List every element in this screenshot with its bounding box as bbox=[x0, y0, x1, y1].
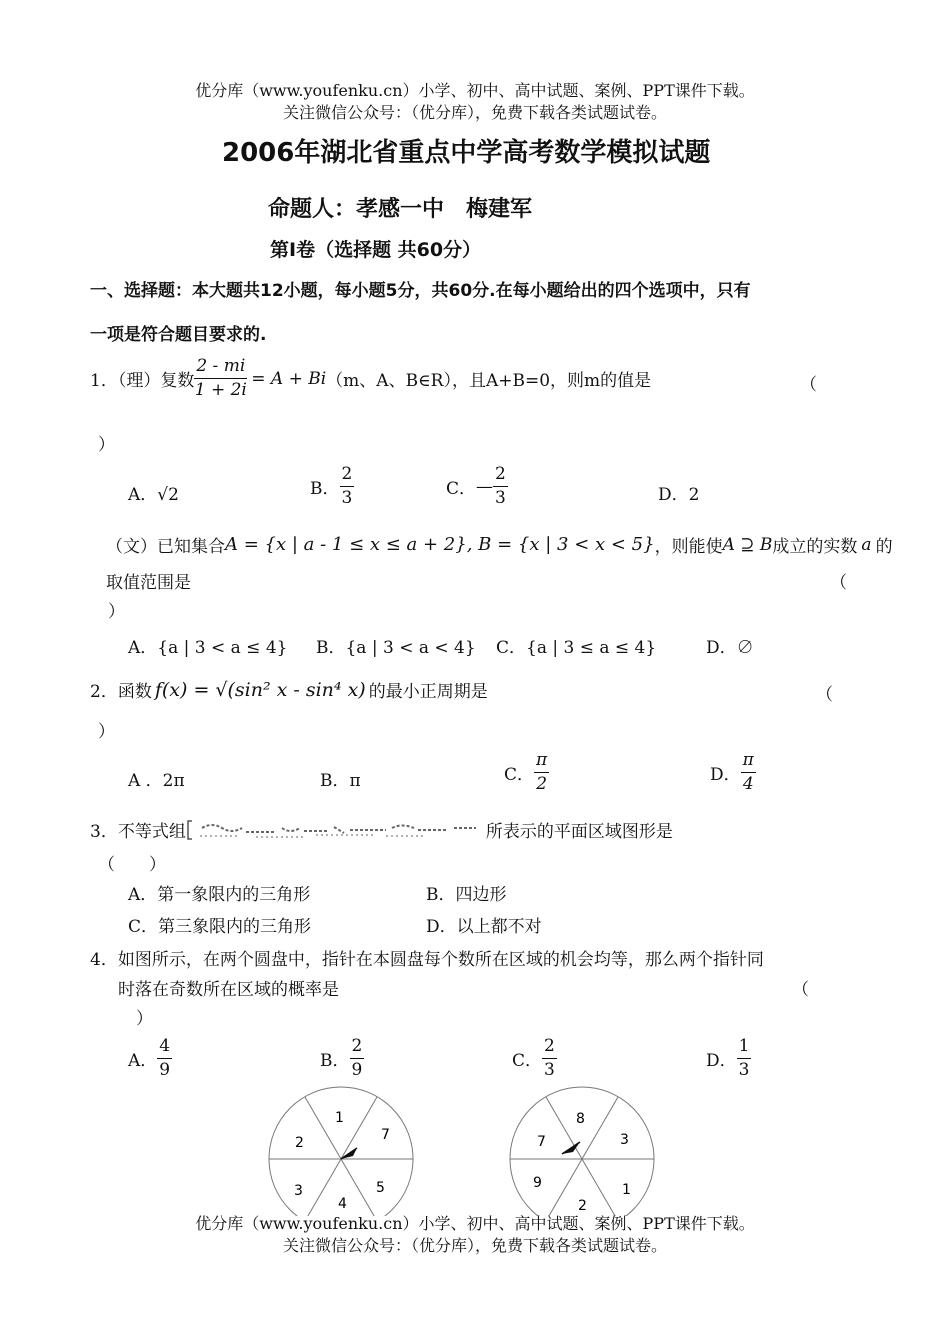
q1-wen-set-b: , B = {x | 3 < x < 5} bbox=[466, 534, 655, 555]
q2-option-d-den: 4 bbox=[742, 774, 754, 794]
q2-paren-close: ） bbox=[98, 722, 115, 742]
question-4-line-1: 4．如图所示，在两个圆盘中，指针在本圆盘每个数所在区域的机会均等，那么两个指针同 bbox=[90, 950, 764, 970]
q1-wen-text-c: 成立的实数 bbox=[772, 537, 858, 557]
question-4-line-2: 时落在奇数所在区域的概率是 bbox=[118, 980, 339, 1000]
q1-wen-a: a bbox=[861, 534, 872, 555]
q4-option-a bbox=[128, 1038, 172, 1079]
q4-paren-open: （ bbox=[792, 980, 809, 1000]
q1-option-a-value: √2 bbox=[157, 485, 179, 505]
question-2-stem bbox=[90, 677, 488, 702]
page-title: 2006年湖北省重点中学高考数学模拟试题 bbox=[222, 138, 711, 168]
spinner-disk-2 bbox=[504, 1086, 664, 1216]
q1-paren-open: （ bbox=[800, 375, 817, 395]
spinner-disk-1 bbox=[262, 1086, 422, 1216]
q4-option-d bbox=[706, 1038, 751, 1079]
footer-line-2: 关注微信公众号：（优分库），免费下载各类试题试卷。 bbox=[282, 1236, 667, 1255]
header-line-1: 优分库（www.youfenku.cn）小学、初中、高中试题、案例、PPT课件下载。 bbox=[195, 81, 755, 100]
disk-1-label: 7 bbox=[381, 1127, 390, 1143]
disk-2-label: 9 bbox=[533, 1175, 542, 1191]
q2-prefix: 2．函数 bbox=[90, 682, 152, 702]
q4-option-c-label: C． bbox=[512, 1051, 543, 1071]
q2-option-d-num: π bbox=[741, 752, 756, 773]
q1-option-a-label: A． bbox=[128, 485, 158, 505]
q1-option-d: D．2 bbox=[658, 485, 700, 505]
q4-option-a-den: 9 bbox=[159, 1060, 171, 1080]
q1-option-c bbox=[446, 466, 508, 507]
header-line-2: 关注微信公众号：（优分库），免费下载各类试题试卷。 bbox=[282, 103, 667, 122]
q1-wen-paren-open: （ bbox=[830, 573, 847, 593]
q2-option-c bbox=[504, 752, 549, 793]
author-line: 命题人：孝感一中 梅建军 bbox=[268, 197, 533, 222]
q1-option-b bbox=[310, 466, 354, 507]
q1-wen-option-d: D．∅ bbox=[706, 638, 754, 658]
section-intro-line-1: 一、选择题：本大题共12小题，每小题5分，共60分.在每小题给出的四个选项中，只有 bbox=[90, 281, 751, 301]
q3-paren: （ ） bbox=[98, 855, 166, 875]
disk-2-label: 8 bbox=[576, 1111, 585, 1127]
disk-1-label: 1 bbox=[335, 1110, 344, 1126]
q1-fraction-numerator: 2 - mi bbox=[194, 358, 247, 379]
q1-wen-text-a: （文）已知集合 bbox=[106, 537, 225, 557]
q3-option-a: A．第一象限内的三角形 bbox=[128, 885, 311, 905]
disk-2-label: 1 bbox=[622, 1182, 631, 1198]
q3-inequality-image bbox=[186, 818, 486, 842]
q3-prefix: 3．不等式组 bbox=[90, 822, 186, 842]
q2-function: f(x) = √(sin² x - sin⁴ x) bbox=[154, 678, 366, 701]
q1-option-b-label: B． bbox=[310, 479, 340, 499]
disk-1-label: 4 bbox=[338, 1196, 347, 1212]
q4-option-a-num: 4 bbox=[157, 1038, 172, 1059]
volume-heading: 第Ⅰ卷（选择题 共60分） bbox=[270, 239, 482, 261]
q1-option-c-num: 2 bbox=[493, 466, 508, 487]
q2-option-c-num: π bbox=[534, 752, 549, 773]
q1-option-c-label: C． bbox=[446, 479, 477, 499]
q2-option-c-den: 2 bbox=[536, 774, 548, 794]
q2-option-a: A ．2π bbox=[128, 771, 185, 791]
q4-option-b-den: 9 bbox=[351, 1060, 363, 1080]
q1-option-c-den: 3 bbox=[495, 488, 506, 508]
q4-option-c bbox=[512, 1038, 557, 1079]
q1-option-a bbox=[128, 480, 179, 505]
q1-wen-line-2: 取值范围是 bbox=[106, 573, 191, 593]
section-intro-line-2: 一项是符合题目要求的. bbox=[90, 325, 267, 345]
q1-wen-stem bbox=[106, 532, 893, 557]
q4-option-a-label: A． bbox=[128, 1051, 158, 1071]
q4-option-c-num: 2 bbox=[542, 1038, 557, 1059]
q1-wen-option-a: A．{a | 3 < a ≤ 4} bbox=[128, 638, 288, 658]
q1-wen-text-b: ，则能使 bbox=[654, 537, 723, 557]
q1-wen-text-d: 的 bbox=[875, 537, 893, 557]
q4-option-d-label: D． bbox=[706, 1051, 737, 1071]
q1-wen-relation: A ⊇ B bbox=[722, 534, 773, 555]
disk-1-label: 5 bbox=[376, 1180, 385, 1196]
q4-option-b-label: B． bbox=[320, 1051, 350, 1071]
q2-option-b: B．π bbox=[320, 771, 361, 791]
q1-fraction-denominator: 1 + 2i bbox=[194, 380, 247, 400]
q2-paren-open: （ bbox=[816, 685, 833, 705]
q1-option-b-den: 3 bbox=[341, 488, 353, 508]
q3-option-b: B．四边形 bbox=[426, 885, 507, 905]
q2-option-c-label: C． bbox=[504, 765, 535, 785]
q4-option-b bbox=[320, 1038, 364, 1079]
q4-option-c-den: 3 bbox=[544, 1060, 555, 1080]
question-1-stem bbox=[90, 358, 651, 399]
q4-option-b-num: 2 bbox=[350, 1038, 365, 1059]
q4-option-d-den: 3 bbox=[738, 1060, 750, 1080]
q3-option-d: D．以上都不对 bbox=[426, 917, 542, 937]
q1-wen-paren-close: ） bbox=[108, 602, 125, 622]
q4-option-d-num: 1 bbox=[737, 1038, 752, 1059]
footer-line-1: 优分库（www.youfenku.cn）小学、初中、高中试题、案例、PPT课件下载。 bbox=[195, 1214, 755, 1233]
question-3-stem bbox=[90, 817, 673, 842]
q1-option-c-sign: — bbox=[476, 476, 494, 497]
q2-option-d-label: D． bbox=[710, 765, 741, 785]
q1-fraction bbox=[194, 358, 247, 399]
disk-2-label: 3 bbox=[620, 1132, 629, 1148]
q1-suffix: （m、A、B∈R），且A+B=0，则m的值是 bbox=[326, 371, 652, 391]
q1-expression: = A + Bi bbox=[251, 368, 327, 389]
q3-option-c: C．第三象限内的三角形 bbox=[128, 917, 312, 937]
q4-paren-close: ） bbox=[136, 1009, 153, 1029]
q1-option-b-num: 2 bbox=[340, 466, 355, 487]
q3-suffix: 所表示的平面区域图形是 bbox=[485, 822, 673, 842]
disk-1-label: 3 bbox=[294, 1183, 303, 1199]
disk-2-label: 7 bbox=[537, 1134, 546, 1150]
q1-paren-close: ） bbox=[98, 435, 115, 455]
q1-prefix: 1．（理）复数 bbox=[90, 371, 195, 391]
q1-wen-option-b: B．{a | 3 < a < 4} bbox=[316, 638, 476, 658]
disk-2-label: 2 bbox=[578, 1198, 587, 1214]
q2-suffix: 的最小正周期是 bbox=[368, 682, 488, 702]
q2-option-d bbox=[710, 752, 756, 793]
q1-wen-option-c: C．{a | 3 ≤ a ≤ 4} bbox=[496, 638, 657, 658]
q1-wen-set-a: A = {x | a - 1 ≤ x ≤ a + 2} bbox=[225, 534, 467, 555]
disk-1-label: 2 bbox=[295, 1135, 304, 1151]
